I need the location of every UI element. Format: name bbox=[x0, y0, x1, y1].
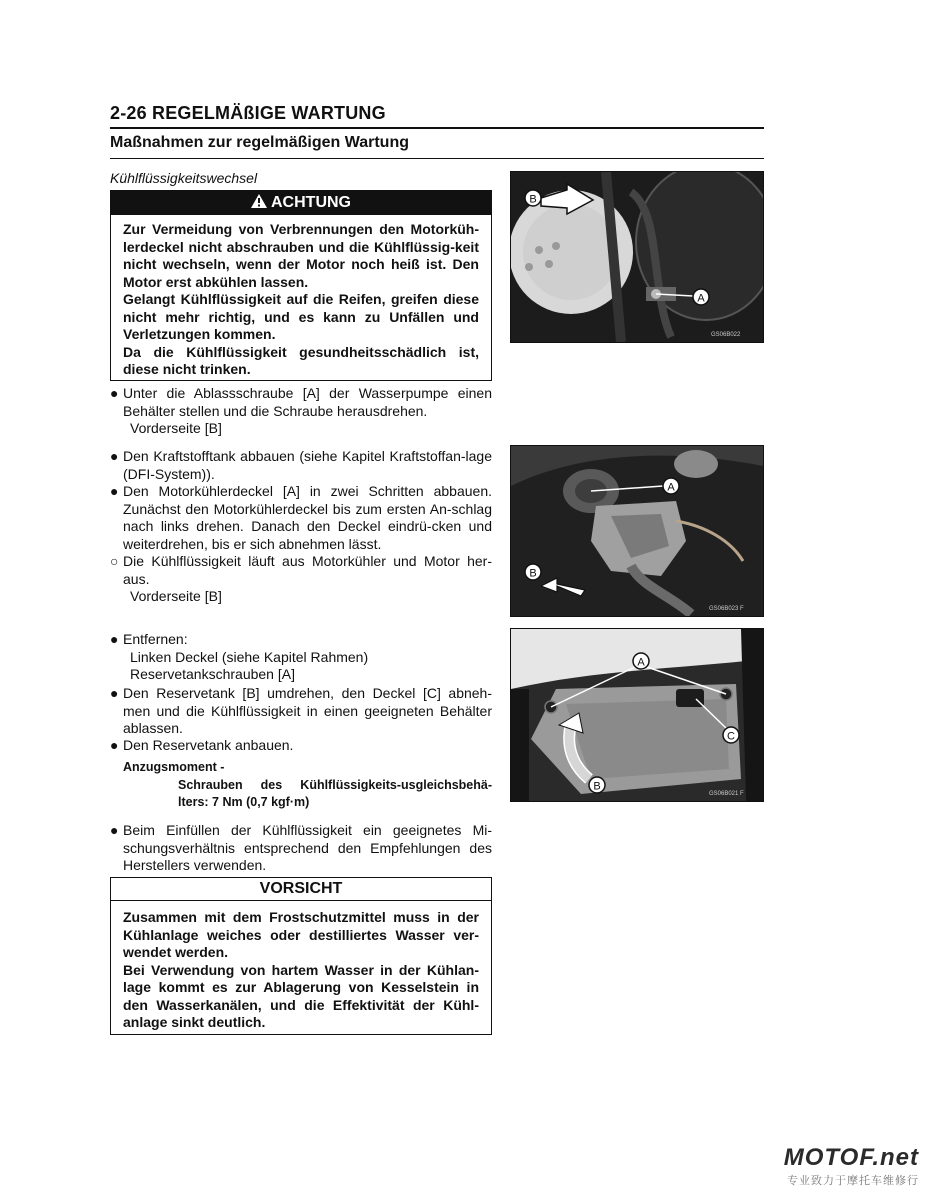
step-item bbox=[110, 385, 492, 438]
warning-title: ACHTUNG bbox=[271, 194, 351, 211]
photo-label-a: A bbox=[697, 292, 705, 305]
chapter-rule bbox=[110, 158, 764, 159]
photo-code: GS06B022 bbox=[711, 332, 741, 338]
caution-line: Bei Verwendung von hartem Wasser in der Kühlan-lage kommt es zur Ablagerung von Kesselstein in den Wasserkanälen, und die Effektivität der Kühl-anlage sinkt deutlich. bbox=[123, 961, 479, 1030]
bullet-icon: ● bbox=[110, 448, 119, 464]
warning-line: Da die Kühlflüssigkeit gesundheitsschädlich ist, diese nicht trinken. bbox=[123, 343, 479, 377]
step-note: Vorderseite [B] bbox=[130, 588, 222, 604]
photo-code: GS06B023 F bbox=[709, 606, 744, 612]
step-subitem: Linken Deckel (siehe Kapitel Rahmen) bbox=[130, 648, 369, 665]
photo-label-a: A bbox=[667, 481, 675, 494]
step-item bbox=[110, 483, 492, 553]
step-text: Den Reservetank anbauen. bbox=[123, 737, 294, 753]
warning-box bbox=[110, 190, 492, 381]
bullet-icon: ● bbox=[110, 631, 119, 647]
chapter-title: Maßnahmen zur regelmäßigen Wartung bbox=[110, 134, 409, 151]
step-subitem: Reservetankschrauben [A] bbox=[130, 666, 295, 682]
warning-header bbox=[111, 191, 491, 215]
photo-code: GS06B021 F bbox=[709, 791, 744, 797]
subtitle: Kühlflüssigkeitswechsel bbox=[110, 170, 258, 186]
step-text: Die Kühlflüssigkeit läuft aus Motorkühler und Motor her-aus. bbox=[123, 553, 492, 587]
torque-label: Anzugsmoment - bbox=[123, 760, 225, 774]
watermark-tagline: 专业致力于摩托车维修行 bbox=[787, 1175, 919, 1187]
watermark bbox=[784, 1144, 919, 1188]
photo-label-b: B bbox=[593, 780, 601, 793]
open-bullet-icon: ○ bbox=[110, 553, 119, 569]
bullet-icon: ● bbox=[110, 737, 119, 753]
photo-label-b: B bbox=[529, 567, 537, 580]
warning-line: Zur Vermeidung von Verbrennungen den Motorküh-lerdeckel nicht abschrauben und die Kühlflüssig-keit nicht wechseln, wenn der Motor noch heiß ist. Den Motor erst abkühlen lassen. bbox=[123, 221, 479, 290]
bullet-icon: ● bbox=[110, 822, 119, 838]
warning-line: Gelangt Kühlflüssigkeit auf die Reifen, greifen diese nicht mehr richtig, und es kann zu Unfällen und Verletzungen kommen. bbox=[123, 291, 479, 342]
step-text: Entfernen: bbox=[123, 631, 188, 647]
watermark-brand: MOTOF.net bbox=[783, 1144, 919, 1171]
step-note: Vorderseite [B] bbox=[130, 420, 222, 436]
photo-label-a: A bbox=[637, 656, 645, 669]
photo-label-c: C bbox=[727, 730, 735, 743]
photo-reserve-tank bbox=[510, 628, 764, 802]
caution-title: VORSICHT bbox=[111, 878, 491, 901]
step-item bbox=[110, 822, 492, 875]
photo-water-pump-drain bbox=[510, 171, 764, 343]
bullet-icon: ● bbox=[110, 385, 119, 401]
bullet-icon: ● bbox=[110, 685, 119, 701]
step-item bbox=[110, 737, 492, 755]
bullet-icon: ● bbox=[110, 483, 119, 499]
caution-box bbox=[110, 877, 492, 1035]
step-item bbox=[110, 631, 492, 684]
caution-line: Zusammen mit dem Frostschutzmittel muss in der Kühlanlage weiches oder destilliertes Wasser ver-wendet werden. bbox=[123, 909, 479, 960]
photo-label-b: B bbox=[529, 193, 537, 206]
photo-radiator-cap bbox=[510, 445, 764, 617]
step-text: Beim Einfüllen der Kühlflüssigkeit ein geeignetes Mi-schungsverhältnis entsprechend den Empfehlungen des Herstellers verwenden. bbox=[123, 822, 492, 873]
section-title: 2-26 REGELMÄßIGE WARTUNG bbox=[110, 103, 386, 123]
caution-body bbox=[111, 901, 491, 1038]
step-text: Den Reservetank [B] umdrehen, den Deckel [C] abneh-men und die Kühlflüssigkeit in einen geeigneten Behälter ablassen. bbox=[123, 685, 492, 736]
step-item bbox=[110, 553, 492, 606]
warning-triangle-icon bbox=[251, 194, 267, 208]
step-text: Den Kraftstofftank abbauen (siehe Kapitel Kraftstoffan-lage (DFI-System)). bbox=[123, 448, 492, 482]
step-item bbox=[110, 448, 492, 483]
step-text: Den Motorkühlerdeckel [A] in zwei Schritten abbauen. Zunächst den Motorkühlerdeckel bis zum ersten An-schlag nach links drehen. Danach den Deckel eindrü-cken und weiterdrehen, bis er sich abnehmen lässt. bbox=[123, 483, 492, 552]
step-text: Unter die Ablassschraube [A] der Wasserpumpe einen Behälter stellen und die Schraube herausdrehen. bbox=[123, 385, 492, 419]
header-rule bbox=[110, 127, 764, 129]
warning-body bbox=[111, 215, 491, 385]
step-item bbox=[110, 685, 492, 738]
torque-value: Schrauben des Kühlflüssigkeits-usgleichsbehä-lters: 7 Nm (0,7 kgf·m) bbox=[178, 778, 492, 809]
